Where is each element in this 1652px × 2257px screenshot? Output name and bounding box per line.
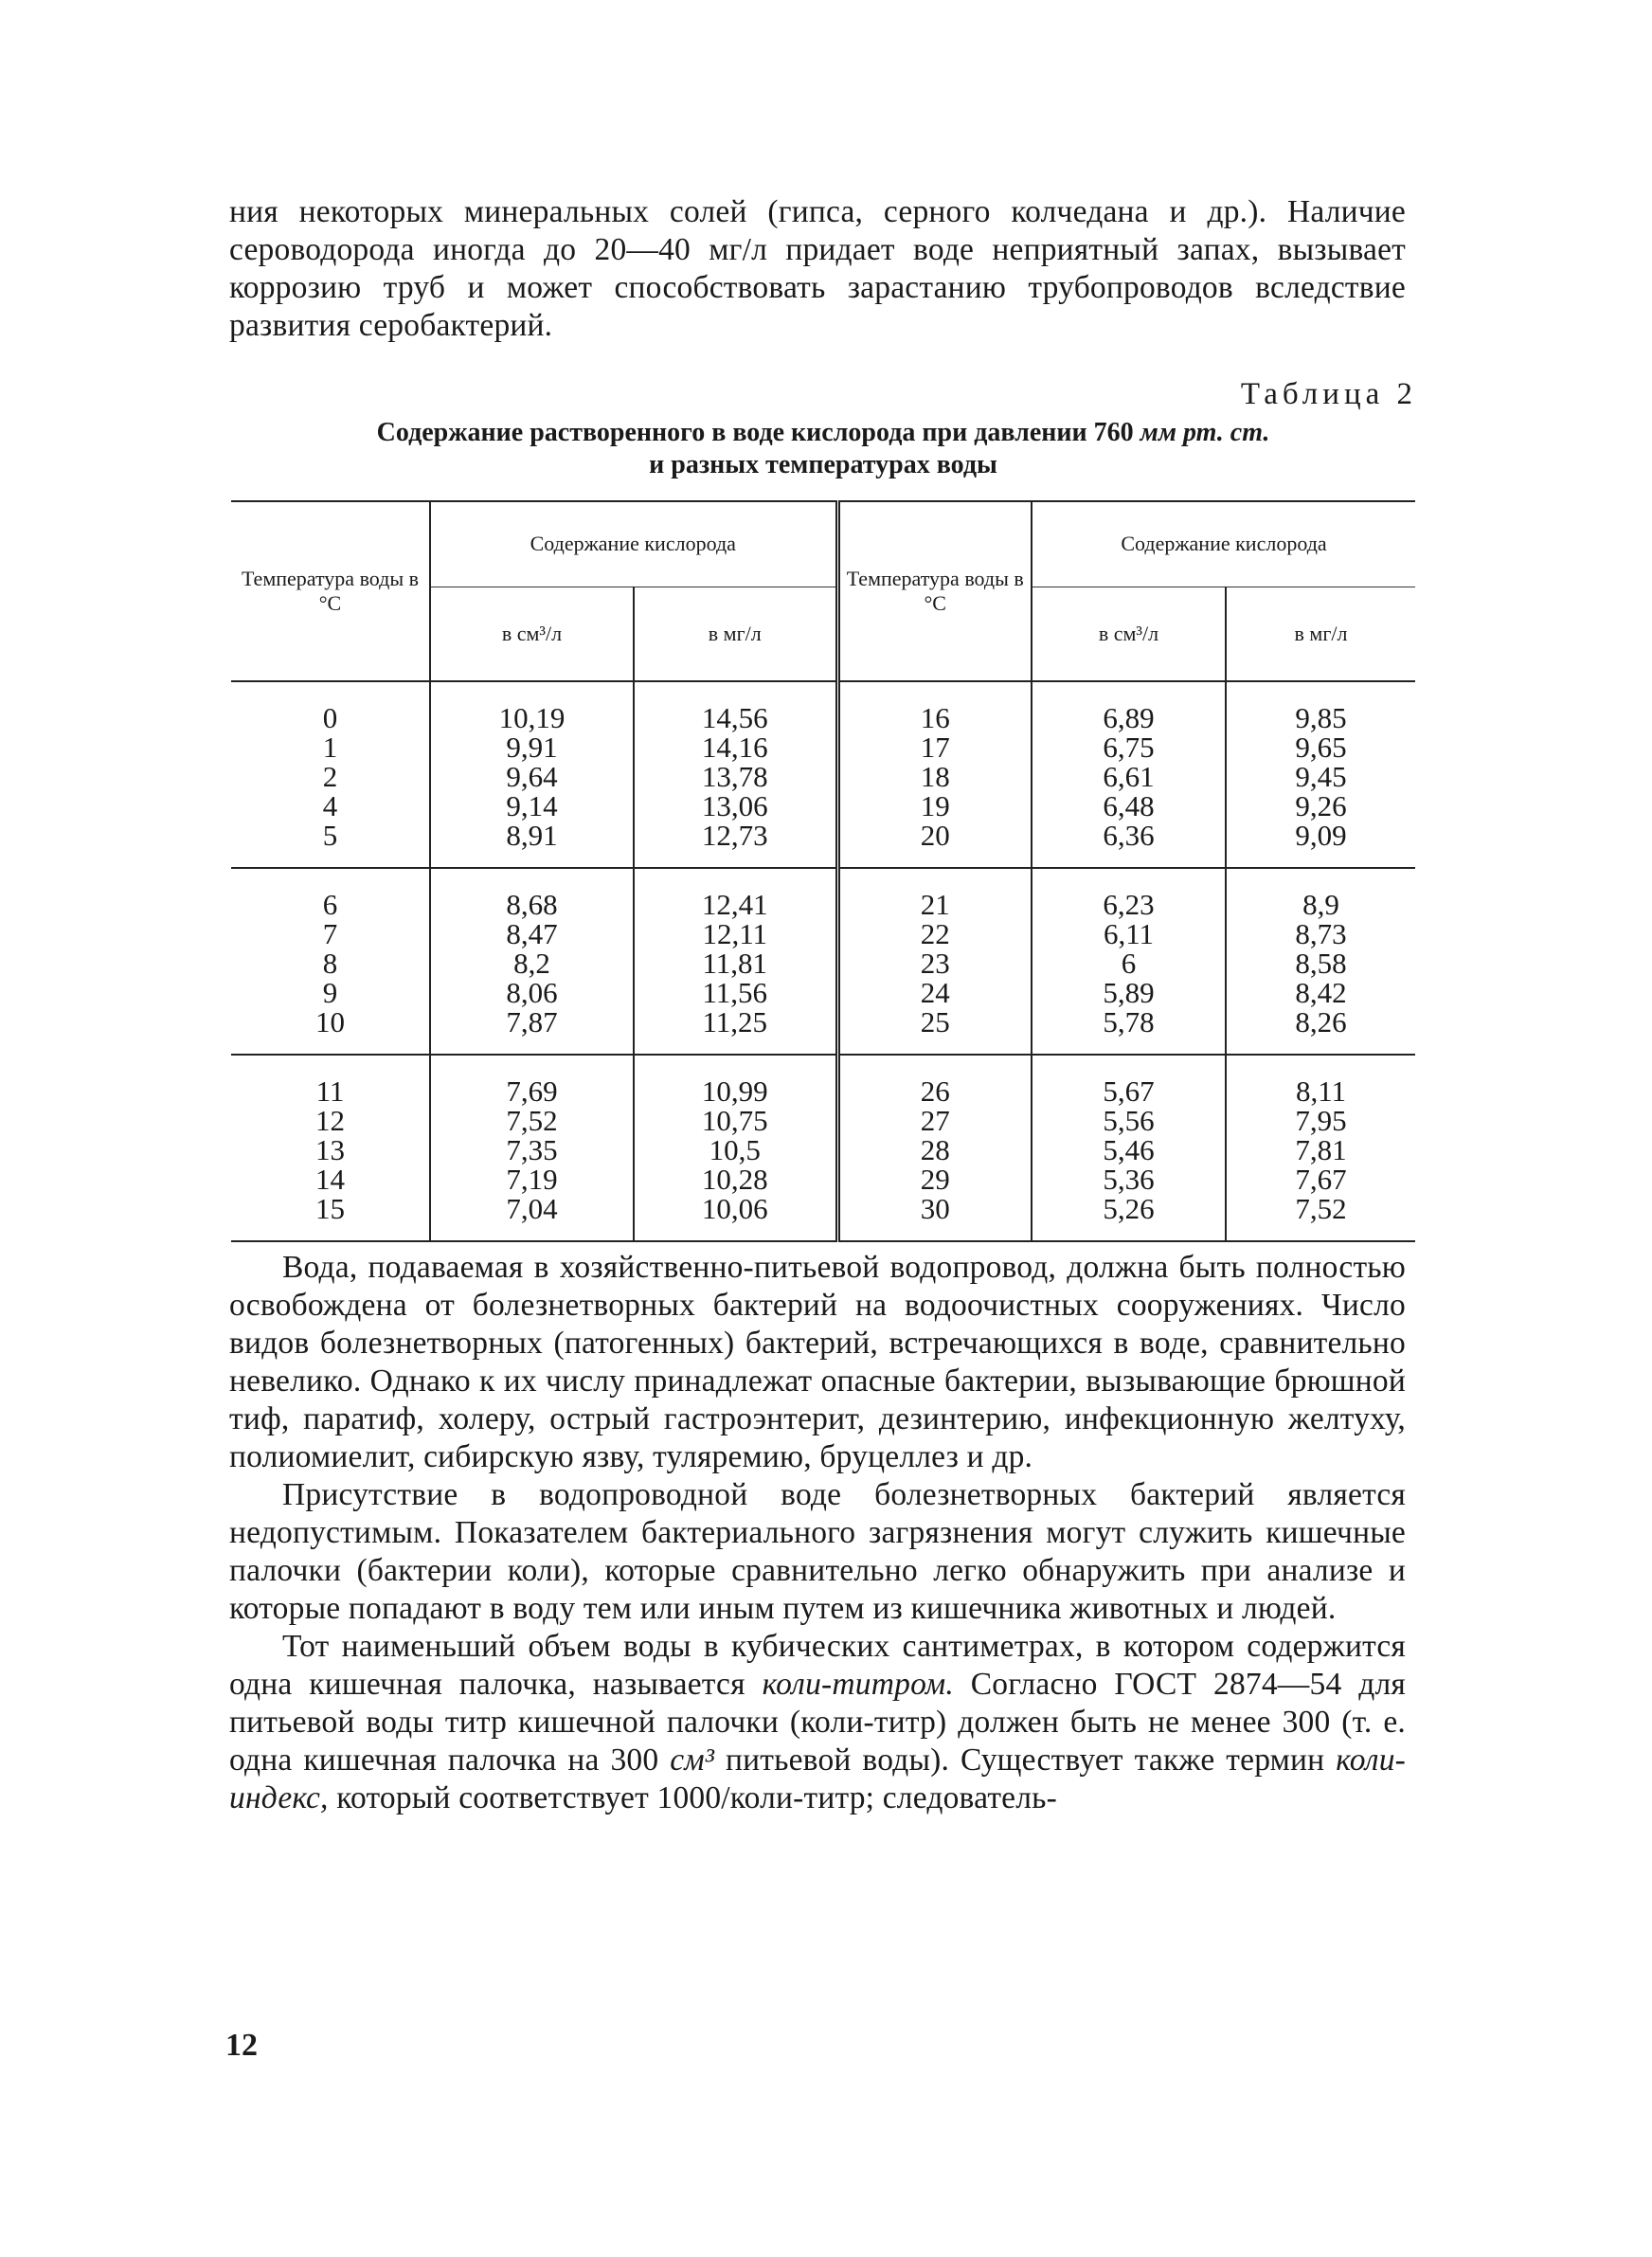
table-value: 11,81 (702, 947, 768, 980)
table-cell-right-mg (1226, 868, 1415, 1055)
table-value: 8,73 (1295, 917, 1347, 950)
p3-part3: питьевой воды). Существует также термин (726, 1742, 1325, 1778)
p3-part4: который соответствует 1000/коли-титр; следователь- (336, 1780, 1057, 1815)
table-value: 8,26 (1295, 1005, 1347, 1038)
table-value: 10,19 (498, 701, 566, 734)
paragraph-1: Вода, подаваемая в хозяйственно-питьевой водопровод, должна быть полностью освобождена от болезнетворных бактерий на водоочистных сооружениях. Число видов болезнетворных (патогенных) бактерий, встречающихся в воде, сравнительно невелико. Однако к их числу принадлежат опасные бактерии, вызывающие брюшной тиф, паратиф, холеру, острый гастроэнтерит, дезинтерию, инфекционную желтуху, полиомиелит, сибирскую язву, туляремию, бруцеллез и др. (229, 1250, 1406, 1474)
table-value: 2 (322, 760, 338, 793)
header-temp-left: Температура воды в °С (241, 567, 420, 615)
table-value: 13,78 (701, 760, 768, 793)
header-unit-mg-right: в мг/л (1226, 587, 1415, 681)
table-value: 11,25 (702, 1005, 768, 1038)
table-value: 14 (315, 1163, 345, 1196)
table-value: 19 (920, 789, 950, 822)
table-value: 7 (322, 917, 338, 950)
table-value: 9,45 (1295, 760, 1347, 793)
table-title-line2: и разных температурах воды (649, 450, 997, 479)
table-value: 6,75 (1103, 731, 1155, 764)
table-value: 21 (920, 888, 950, 921)
table-cell-left-cm3 (430, 868, 634, 1055)
intro-paragraph: ния некоторых минеральных солей (гипса, серного колчедана и др.). Наличие сероводорода иногда до 20—40 мг/л придает воде неприятный запах, вызывает коррозию труб и может способствовать зарастанию трубопроводов вследствие развития серобактерий. (229, 194, 1406, 343)
table-value: 28 (920, 1133, 950, 1166)
table-value: 10,5 (709, 1133, 761, 1166)
table-value: 9,26 (1295, 789, 1347, 822)
table-value: 14,56 (701, 701, 768, 734)
table-value: 5 (322, 819, 338, 852)
table-value: 8,91 (506, 819, 558, 852)
table-cell-left-mg (634, 681, 837, 868)
table-value: 29 (920, 1163, 950, 1196)
table-value: 27 (920, 1104, 950, 1137)
table-header (231, 501, 1415, 681)
table-value: 8,2 (513, 947, 550, 980)
table-value: 7,52 (506, 1104, 558, 1137)
table-title-line1: Содержание растворенного в воде кислорода при давлении 760 (376, 418, 1134, 447)
table-value: 5,56 (1103, 1104, 1155, 1137)
table-value: 8,47 (506, 917, 558, 950)
table-value: 0 (322, 701, 338, 734)
table-value: 6 (322, 888, 338, 921)
table-value: 7,04 (506, 1192, 558, 1225)
table-value: 7,69 (506, 1074, 558, 1108)
table-cell-left-mg (634, 1055, 837, 1241)
table-value: 24 (920, 976, 950, 1009)
p3-part1: Тот наименьший объем воды в кубических сантиметрах, в котором содержится одна кишечная палочка, называется (229, 1629, 1406, 1702)
table-value: 9 (322, 976, 338, 1009)
table-body (231, 681, 1415, 1241)
header-unit-cm-left: в см³/л (430, 587, 634, 681)
table-cell-left-temp (231, 681, 430, 868)
table-value: 12,73 (701, 819, 768, 852)
paragraph-2: Присутствие в водопроводной воде болезнетворных бактерий является недопустимым. Показателем бактериального загрязнения могут служить кишечные палочки (бактерии коли), которые сравнительно легко обнаружить при анализе и которые попадают в воду тем или иным путем из кишечника животных и людей. (229, 1477, 1406, 1626)
table-value: 8,68 (506, 888, 558, 921)
table-value: 9,64 (506, 760, 558, 793)
table-value: 10,28 (701, 1163, 768, 1196)
header-unit-mg-left: в мг/л (634, 587, 837, 681)
table-cell-right-temp (837, 868, 1032, 1055)
table-cell-left-cm3 (430, 1055, 634, 1241)
table-value: 11,56 (702, 976, 768, 1009)
p3-unit: см³ (670, 1742, 715, 1778)
table-value: 8,42 (1295, 976, 1347, 1009)
table-title (229, 417, 1417, 481)
table-value: 6,23 (1103, 888, 1155, 921)
table-value: 7,67 (1295, 1163, 1347, 1196)
table-value: 1 (322, 731, 338, 764)
page-number: 12 (225, 2028, 258, 2063)
table-value: 15 (315, 1192, 345, 1225)
table-cell-left-mg (634, 868, 837, 1055)
table-cell-right-mg (1226, 681, 1415, 868)
header-oxygen-left: Содержание кислорода (430, 501, 837, 587)
table-value: 26 (920, 1074, 950, 1108)
table-value: 22 (920, 917, 950, 950)
table-group-row (231, 681, 1415, 868)
table-value: 8 (322, 947, 338, 980)
table-cell-left-cm3 (430, 681, 634, 868)
table-value: 9,85 (1295, 701, 1347, 734)
table-value: 6,11 (1103, 917, 1155, 950)
table-value: 7,87 (506, 1005, 558, 1038)
table-value: 16 (920, 701, 950, 734)
header-oxygen-right: Содержание кислорода (1032, 501, 1415, 587)
table-value: 13,06 (701, 789, 768, 822)
table-value: 6 (1121, 947, 1137, 980)
table-value: 8,11 (1295, 1074, 1347, 1108)
table-value: 18 (920, 760, 950, 793)
table-value: 12,41 (701, 888, 768, 921)
table-value: 7,52 (1295, 1192, 1347, 1225)
table-value: 20 (920, 819, 950, 852)
oxygen-table (231, 500, 1415, 1242)
body-text (229, 1249, 1406, 1817)
table-value: 5,89 (1103, 976, 1155, 1009)
p3-part2: Согласно ГОСТ 2874—54 для питьевой воды титр кишечной палочки (коли-титр) должен быть не менее 300 (т. е. одна кишечная палочка на 300 (229, 1667, 1406, 1778)
table-value: 12 (315, 1104, 345, 1137)
table-value: 9,09 (1295, 819, 1347, 852)
table-value: 9,65 (1295, 731, 1347, 764)
table-cell-right-mg (1226, 1055, 1415, 1241)
table-value: 9,14 (506, 789, 558, 822)
table-value: 6,48 (1103, 789, 1155, 822)
table-group-row (231, 1055, 1415, 1241)
table-value: 4 (322, 789, 338, 822)
table-value: 5,36 (1103, 1163, 1155, 1196)
table-cell-left-temp (231, 1055, 430, 1241)
table-value: 17 (920, 731, 950, 764)
table-value: 5,78 (1103, 1005, 1155, 1038)
table-cell-right-cm3 (1032, 868, 1226, 1055)
paragraph-3 (229, 1628, 1406, 1817)
p3-term-coli-titer: коли-титром. (762, 1667, 954, 1702)
table-cell-right-temp (837, 681, 1032, 868)
table-value: 10 (315, 1005, 345, 1038)
table-cell-right-cm3 (1032, 1055, 1226, 1241)
table-value: 7,95 (1295, 1104, 1347, 1137)
table-label: Таблица 2 (1240, 377, 1417, 411)
table-group-row (231, 868, 1415, 1055)
table-value: 7,35 (506, 1133, 558, 1166)
table-value: 11 (315, 1074, 345, 1108)
header-unit-cm-right: в см³/л (1032, 587, 1226, 681)
header-temp-right: Температура воды в °С (837, 501, 1032, 681)
table-value: 10,99 (701, 1074, 768, 1108)
table-value: 5,46 (1103, 1133, 1155, 1166)
table-value: 8,9 (1302, 888, 1339, 921)
table-value: 5,67 (1103, 1074, 1155, 1108)
table-value: 13 (315, 1133, 345, 1166)
table-value: 5,26 (1103, 1192, 1155, 1225)
table-value: 14,16 (701, 731, 768, 764)
table-value: 30 (920, 1192, 950, 1225)
table-value: 10,75 (701, 1104, 768, 1137)
table-value: 8,06 (506, 976, 558, 1009)
table-value: 10,06 (701, 1192, 768, 1225)
table-title-unit: мм рт. ст. (1140, 418, 1270, 447)
intro-text (229, 193, 1406, 345)
table-value: 6,89 (1103, 701, 1155, 734)
table-value: 6,61 (1103, 760, 1155, 793)
table-value: 23 (920, 947, 950, 980)
table-value: 7,19 (506, 1163, 558, 1196)
table-value: 9,91 (506, 731, 558, 764)
table-cell-right-temp (837, 1055, 1032, 1241)
table-value: 8,58 (1295, 947, 1347, 980)
table-cell-right-cm3 (1032, 681, 1226, 868)
table-cell-left-temp (231, 868, 430, 1055)
table-value: 25 (920, 1005, 950, 1038)
table-value: 7,81 (1295, 1133, 1347, 1166)
table-value: 12,11 (702, 917, 768, 950)
table-value: 6,36 (1103, 819, 1155, 852)
p3-term-coli-index: коли-индекс, (229, 1742, 1407, 1815)
